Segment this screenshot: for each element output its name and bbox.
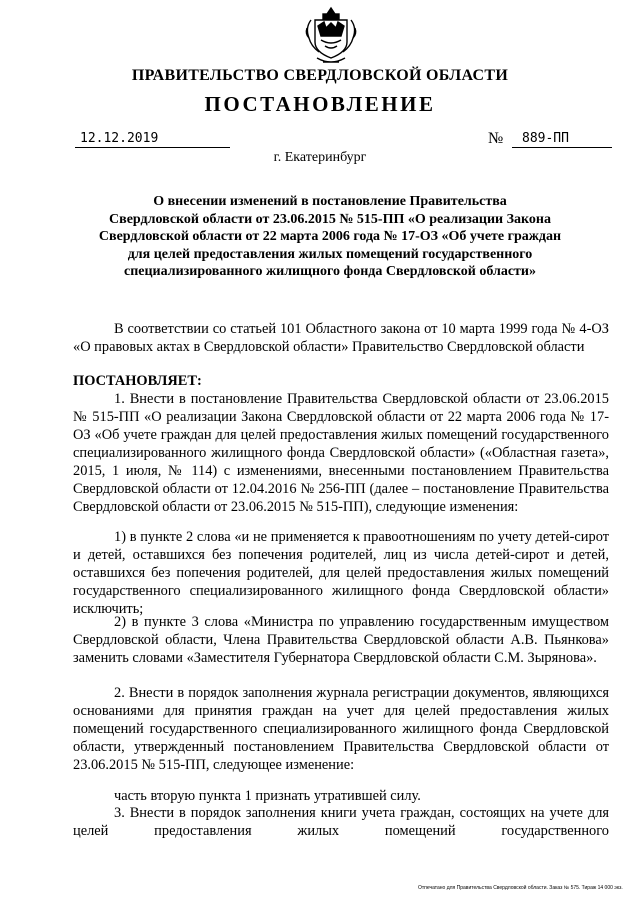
print-footer: Отпечатано для Правительства Свердловской области. Заказ № 575. Тираж 14 000 экз. — [418, 885, 623, 891]
decree-title — [84, 193, 576, 281]
paragraph-2: 2. Внести в порядок заполнения журнала регистрации документов, являющихся основаниями для принятия граждан на учет для целей предоставления жилых помещений государственного специализированного жилищного фонда Свердловской области, утвержденный постановлением Правительства Свердловской области от 23.06.2015 № 515-ПП, следующее изменение: — [73, 685, 609, 773]
paragraph-3: 3. Внести в порядок заполнения книги учета граждан, состоящих на учете для целей предоставления жилых помещений государственного — [73, 805, 609, 839]
paragraph-1-item-1: 1) в пункте 2 слова «и не применяется к правоотношениям по учету детей-сирот и детей, оставшихся без попечения родителей, лиц из числа детей-сирот и детей, оставшихся без попечения родителей, для целей предоставления жилых помещений государственного специализированного жилищного фонда Свердловской области» исключить; — [73, 529, 609, 617]
title-line: Свердловской области от 22 марта 2006 года № 17-ОЗ «Об учете граждан — [98, 229, 562, 244]
decree-date: 12.12.2019 — [75, 131, 230, 148]
decree-number: 889-ПП — [512, 131, 612, 148]
title-line: О внесении изменений в постановление Правительства — [153, 194, 507, 209]
document-type: ПОСТАНОВЛЕНИЕ — [204, 92, 436, 116]
government-name: ПРАВИТЕЛЬСТВО СВЕРДЛОВСКОЙ ОБЛАСТИ — [131, 67, 509, 84]
number-sign: № — [488, 130, 504, 147]
paragraph-1: 1. Внести в постановление Правительства Свердловской области от 23.06.2015 № 515-ПП «О реализации Закона Свердловской области от 22 марта 2006 года № 17-ОЗ «Об учете граждан для целей предоставления жилых помещений государственного специализированного жилищного фонда Свердловской области» («Областная газета», 2015, 1 июля, № 114) с изменениями, внесенными постановлением Правительства Свердловской области от 12.04.2016 № 256-ПП (далее – постановление Правительства Свердловской области от 23.06.2015 № 515-ПП), следующие изменения: — [73, 391, 609, 515]
intro-paragraph: В соответствии со статьей 101 Областного закона от 10 марта 1999 года № 4-ОЗ «О правовых актах в Свердловской области» Правительство Свердловской области — [73, 321, 609, 355]
title-line: специализированного жилищного фонда Свердловской области» — [123, 264, 536, 279]
paragraph-2-item: часть вторую пункта 1 признать утратившей силу. — [114, 788, 421, 804]
resolves-heading: ПОСТАНОВЛЯЕТ: — [73, 373, 202, 389]
coat-of-arms-emblem — [303, 6, 359, 66]
title-line: Свердловской области от 23.06.2015 № 515-ПП «О реализации Закона — [109, 211, 551, 227]
city: г. Екатеринбург — [273, 150, 367, 165]
title-line: для целей предоставления жилых помещений государственного — [127, 246, 533, 262]
paragraph-1-item-2: 2) в пункте 3 слова «Министра по управлению государственным имуществом Свердловской области, Члена Правительства Свердловской области А.В. Пьянкова» заменить словами «Заместителя Губернатора Свердловской области С.М. Зырянова». — [73, 614, 609, 666]
